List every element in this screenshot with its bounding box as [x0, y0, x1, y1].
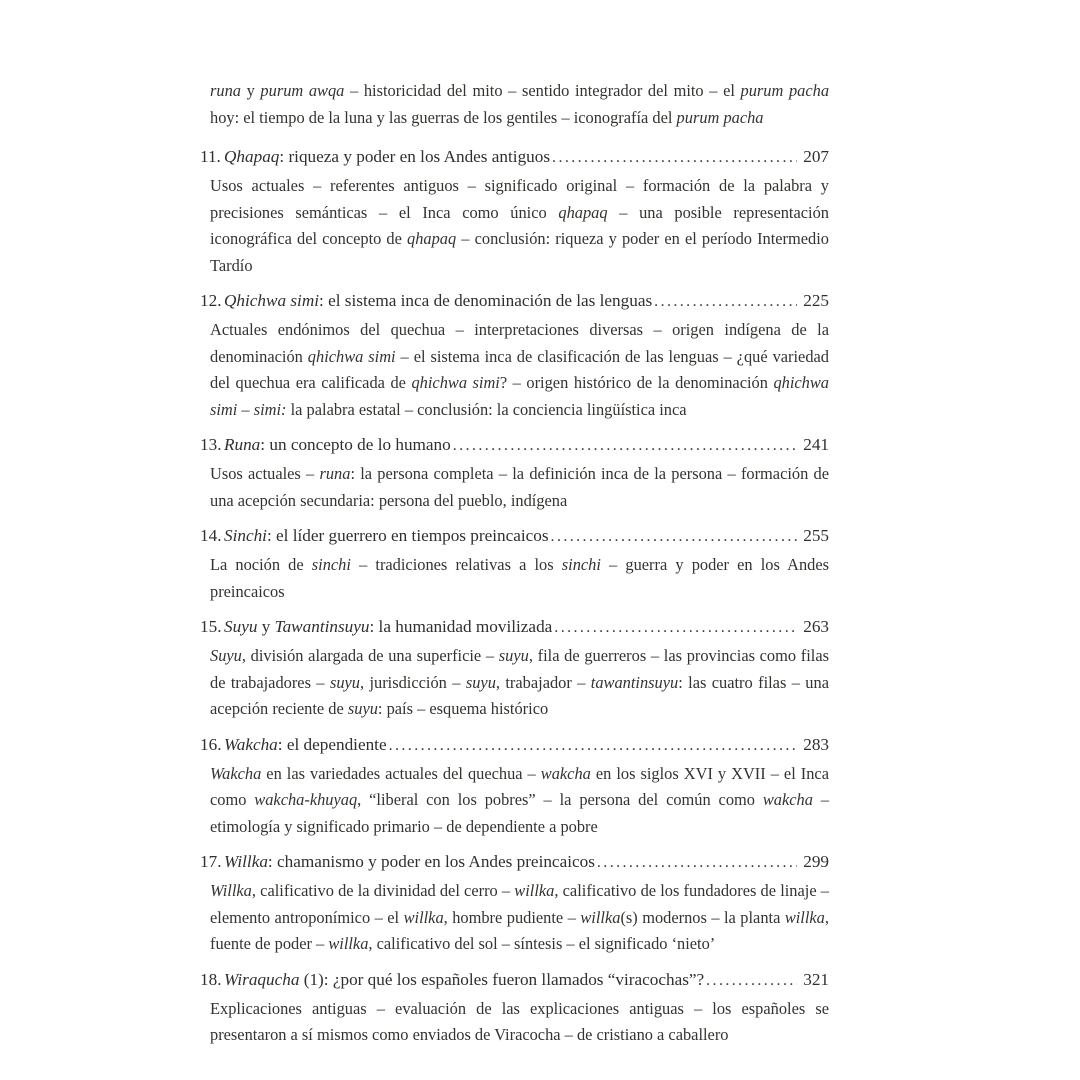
toc-entry-heading — [200, 848, 829, 876]
text-run: – historicidad del mito – sentido integrador del mito – el — [344, 81, 741, 100]
chapter-description — [210, 643, 829, 723]
italic-term: suyu — [498, 646, 529, 665]
chapter-description — [210, 996, 829, 1049]
toc-entries — [200, 143, 829, 1049]
italic-term: tawantinsuyu — [590, 672, 679, 692]
toc-entry — [200, 613, 829, 723]
chapter-title — [224, 731, 387, 758]
italic-term: willka — [784, 907, 825, 927]
text-run: – el sistema inca de clasificación de las lenguas – ¿qué variedad del quechua era calificada de — [210, 346, 829, 392]
chapter-number: 12. — [200, 291, 222, 310]
text-run: Actuales endónimos del quechua – interpretaciones diversas – origen indígena de la denominación — [210, 320, 829, 366]
text-run: La noción de — [210, 555, 312, 574]
page-number: 241 — [803, 435, 829, 454]
text-run: , división alargada de una superficie – — [241, 646, 499, 665]
text-run: : un concepto de lo humano — [260, 435, 451, 454]
text-run: Explicaciones antiguas – evaluación de las explicaciones antiguas – los españoles se presentaron a sí mismos como enviados de Viracocha – de cristiano a caballero — [210, 998, 829, 1044]
chapter-number: 13. — [200, 435, 222, 454]
italic-term: wakcha — [540, 763, 591, 783]
italic-term: qhichwa simi — [210, 373, 829, 419]
page-number: 225 — [803, 291, 829, 310]
chapter-title — [224, 848, 595, 875]
italic-term: purum awqa — [260, 81, 345, 100]
italic-term: Qhichwa simi — [224, 291, 320, 310]
dot-leader — [389, 731, 798, 759]
italic-term: Tawantinsuyu — [274, 617, 370, 636]
chapter-title — [224, 143, 550, 170]
chapter-description — [210, 761, 829, 841]
toc-continuation — [210, 78, 829, 131]
page-number: 299 — [803, 852, 829, 871]
italic-term: willka — [514, 881, 555, 900]
italic-term: Wakcha — [224, 734, 278, 754]
text-run: : país – esquema histórico — [377, 699, 549, 718]
toc-entry — [200, 731, 829, 841]
dot-leader — [554, 613, 797, 641]
chapter-title — [224, 431, 451, 458]
text-run: , fuente de poder – — [210, 907, 829, 953]
text-run: en las variedades actuales del quechua – — [261, 763, 541, 783]
text-run: , hombre pudiente – — [443, 907, 581, 927]
page-number: 321 — [803, 969, 829, 989]
italic-term: Willka — [210, 881, 252, 900]
chapter-number: 15. — [200, 617, 222, 636]
italic-term: simi: — [253, 399, 287, 419]
italic-term: runa — [319, 464, 351, 483]
toc-entry — [200, 848, 829, 958]
chapter-description — [210, 552, 829, 605]
chapter-number: 11. — [200, 147, 221, 166]
chapter-title — [224, 522, 549, 549]
text-run: hoy: el tiempo de la luna y las guerras de los gentiles – iconografía del — [210, 107, 677, 127]
toc-content — [200, 78, 829, 1049]
text-run: ? – origen histórico de la denominación — [499, 373, 774, 392]
toc-entry-heading — [200, 287, 829, 315]
dot-leader — [597, 848, 797, 876]
text-run: : el líder guerrero en tiempos preincaicos — [266, 526, 549, 545]
text-run: – etimología y significado primario – de dependiente a pobre — [210, 790, 830, 836]
text-run: , jurisdicción – — [359, 672, 466, 692]
dot-leader — [551, 522, 798, 550]
italic-term: Suyu — [224, 617, 258, 636]
chapter-description — [210, 317, 829, 423]
italic-term: qhichwa simi — [411, 373, 500, 392]
text-run: en los siglos XVI y XVII – el Inca como — [210, 763, 829, 809]
italic-term: Sinchi — [224, 526, 267, 545]
text-run: : chamanismo y poder en los Andes preincaicos — [267, 852, 595, 871]
chapter-title — [224, 613, 552, 640]
text-run: Usos actuales – — [210, 464, 320, 483]
text-run: : la persona completa – la definición inca de la persona – formación de una acepción secundaria: persona del pueblo, indígena — [210, 464, 830, 510]
text-run: , calificativo de los fundadores de linaje – elemento antroponímico – el — [210, 881, 829, 927]
chapter-description — [210, 461, 829, 514]
toc-entry — [200, 966, 829, 1049]
text-run: : las cuatro filas – una acepción reciente de — [210, 672, 829, 718]
italic-term: wakcha-khuyaq — [254, 790, 358, 809]
text-run: – tradiciones relativas a los — [350, 555, 562, 574]
text-run: Usos actuales – referentes antiguos – significado original – formación de la palabra y precisiones semánticas – el Inca como único — [210, 176, 829, 222]
italic-term: sinchi — [561, 555, 601, 574]
text-run: , fila de guerreros – las provincias como filas de trabajadores – — [210, 646, 829, 692]
chapter-number: 14. — [200, 526, 222, 545]
dot-leader — [706, 966, 797, 994]
toc-entry-heading — [200, 431, 829, 459]
text-run: y — [240, 81, 261, 100]
text-run: : riqueza y poder en los Andes antiguos — [279, 147, 551, 166]
page-number: 207 — [803, 147, 829, 166]
italic-term: willka — [403, 907, 444, 927]
chapter-description — [210, 173, 829, 279]
page-number: 255 — [803, 526, 829, 545]
toc-entry — [200, 522, 829, 605]
italic-term: suyu — [465, 672, 496, 692]
italic-term: purum pacha — [676, 107, 764, 127]
text-run: , “liberal con los pobres” – la persona del común como — [357, 790, 763, 809]
toc-entry-heading — [200, 613, 829, 641]
chapter-number: 18. — [200, 969, 222, 989]
chapter-description — [210, 878, 829, 958]
italic-term: purum pacha — [740, 81, 830, 100]
text-run: , calificativo de la divinidad del cerro – — [251, 881, 515, 900]
italic-term: qhapaq — [558, 202, 608, 222]
text-run: (1): ¿por qué los españoles fueron llamados “viracochas”? — [299, 969, 705, 989]
dot-leader — [552, 143, 797, 171]
toc-entry-heading — [200, 966, 829, 994]
chapter-number: 16. — [200, 734, 222, 754]
italic-term: runa — [210, 81, 241, 100]
toc-entry-heading — [200, 731, 829, 759]
chapter-title — [224, 287, 652, 314]
italic-term: Qhapaq — [224, 147, 280, 166]
italic-term: wakcha — [762, 790, 813, 809]
italic-term: Suyu — [210, 646, 242, 665]
page-number: 283 — [803, 734, 829, 754]
italic-term: willka — [580, 907, 621, 927]
text-run: : la humanidad movilizada — [369, 617, 553, 636]
toc-entry-heading — [200, 143, 829, 171]
toc-entry-heading — [200, 522, 829, 550]
italic-term: suyu — [347, 699, 378, 718]
italic-term: suyu — [329, 672, 360, 692]
italic-term: Runa — [224, 435, 261, 454]
dot-leader — [453, 431, 797, 459]
text-run: , calificativo del sol – síntesis – el significado ‘nieto’ — [368, 934, 716, 953]
toc-entry — [200, 287, 829, 423]
chapter-title — [224, 966, 704, 993]
italic-term: willka — [328, 934, 369, 953]
italic-term: Wiraqucha — [224, 969, 300, 989]
text-run: y — [257, 617, 275, 636]
italic-term: qhapaq — [407, 229, 457, 248]
dot-leader — [654, 287, 797, 315]
italic-term: sinchi — [311, 555, 351, 574]
text-run: – conclusión: riqueza y poder en el período Intermedio Tardío — [210, 229, 829, 275]
text-run: – guerra y poder en los Andes preincaicos — [210, 555, 829, 601]
chapter-number: 17. — [200, 852, 222, 871]
italic-term: Willka — [224, 852, 268, 871]
toc-entry — [200, 431, 829, 514]
text-run: (s) modernos – la planta — [620, 907, 785, 927]
text-run: – una posible representación iconográfica del concepto de — [210, 202, 829, 248]
toc-entry — [200, 143, 829, 279]
text-run: la palabra estatal – conclusión: la conciencia lingüística inca — [286, 399, 687, 419]
page-number: 263 — [803, 617, 829, 636]
italic-term: Wakcha — [210, 763, 262, 783]
text-run: : el sistema inca de denominación de las lenguas — [319, 291, 653, 310]
text-run: , trabajador – — [495, 672, 591, 692]
text-run: – — [237, 399, 254, 419]
italic-term: qhichwa simi — [307, 346, 396, 366]
text-run: : el dependiente — [277, 734, 387, 754]
